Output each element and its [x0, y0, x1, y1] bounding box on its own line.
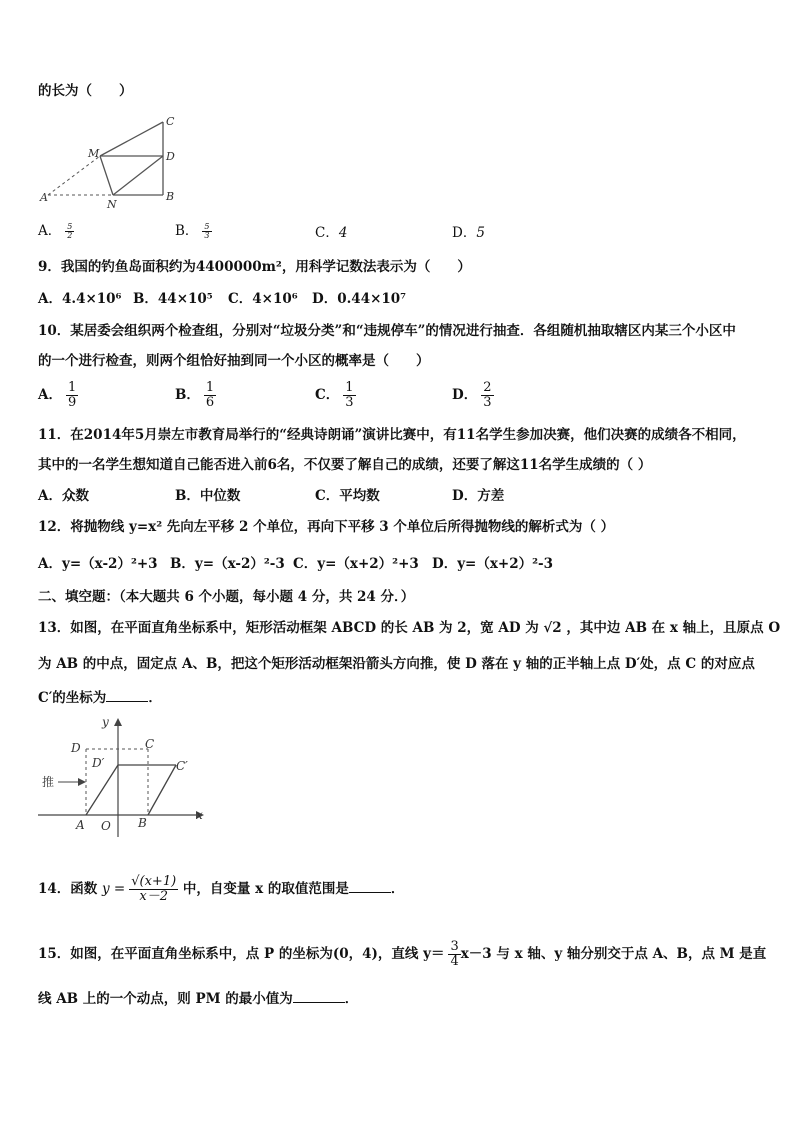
q11-line1: 11．在2014年5月崇左市教育局举行的“经典诗朗诵”演讲比赛中，有11名学生参加决赛，他们决赛的成绩各不相同， [38, 427, 746, 443]
q15-slope-fraction: $\frac{3}{4}$ [450, 939, 459, 969]
q13-label-y: y [102, 715, 109, 729]
q13-line2: 为 AB 的中点，固定点 A、B，把这个矩形活动框架沿箭头方向推，使 D 落在 y 轴的正半轴上点 D′处，点 C 的对应点 [38, 656, 755, 672]
q8-label-A: A [40, 191, 48, 204]
q10-option-a: A． $\frac{1}{9}$ [38, 380, 77, 410]
q10-line2: 的一个进行检查，则两个组恰好抽到同一个小区的概率是（ ） [38, 353, 430, 369]
q8-option-c: C．4 [315, 225, 348, 241]
q12-option-d: D．y=（x+2）²-3 [432, 556, 554, 572]
q8-label-N: N [107, 198, 117, 211]
q13-line1: 13．如图，在平面直角坐标系中，矩形活动框架 ABCD 的长 AB 为 2，宽 AD 为 √2 ，其中边 AB 在 x 轴上，且原点 O [38, 620, 781, 636]
q15-line2: 线 AB 上的一个动点，则 PM 的最小值为 ． [38, 991, 359, 1007]
q11-option-c: C．平均数 [315, 488, 380, 504]
q12-option-b: B．y=（x-2）²-3 [170, 556, 285, 572]
q15-answer-blank[interactable] [293, 989, 345, 1003]
q12-option-a: A．y=（x-2）²+3 [38, 556, 158, 572]
q9-option-b: B．44×10⁵ [133, 291, 213, 307]
q13-label-O: O [101, 819, 111, 833]
q11-option-b: B．中位数 [175, 488, 241, 504]
q13-line3: C′的坐标为 ． [38, 690, 162, 706]
q14-function-y: y = [102, 881, 126, 897]
q8-figure [38, 112, 188, 212]
q14-function-fraction: $\frac{√(x+1)}{x-2}$ [131, 874, 177, 904]
q9-option-d: D．0.44×10⁷ [312, 291, 407, 307]
q13-figure [38, 712, 218, 842]
q9-stem: 9．我国的钓鱼岛面积约为4400000m²，用科学记数法表示为（ ） [38, 259, 471, 275]
q14-stem: 14．函数 y = $\frac{√(x+1)}{x-2}$ 中，自变量 x 的取值范围是 ． [38, 874, 405, 904]
q8-option-b: B． $\frac{5}{3}$ [175, 222, 210, 240]
q13-label-C: C [145, 737, 155, 751]
q8-label-B: B [166, 190, 175, 203]
q10-line1: 10．某居委会组织两个检查组，分别对“垃圾分类”和“违规停车”的情况进行抽查．各组随机抽取辖区内某三个小区中 [38, 323, 736, 339]
q9-option-c: C．4×10⁶ [228, 291, 298, 307]
q8-label-C: C [166, 115, 175, 128]
q13-label-A: A [76, 818, 85, 832]
q12-stem: 12．将抛物线 y=x² 先向左平移 2 个单位，再向下平移 3 个单位后所得抛物线的解析式为（ ） [38, 519, 615, 535]
q8-label-D: D [166, 150, 175, 163]
q13-label-D: D [71, 741, 81, 755]
q11-option-d: D．方差 [452, 488, 505, 504]
q8-label-M: M [88, 147, 100, 160]
q13-label-push: 推 [42, 775, 55, 789]
q8-option-d: D．5 [452, 225, 485, 241]
q14-answer-blank[interactable] [349, 879, 391, 893]
q9-option-a: A．4.4×10⁶ [38, 291, 122, 307]
q10-option-c: C． $\frac{1}{3}$ [315, 380, 354, 410]
q11-option-a: A．众数 [38, 488, 89, 504]
q15-line1: 15．如图，在平面直角坐标系中，点 P 的坐标为(0，4)，直线 y＝ $\frac{3}{4}$ x－3 与 x 轴、y 轴分别交于点 A、B，点 M 是直 [38, 939, 767, 969]
q13-label-D-prime: D′ [92, 756, 105, 770]
q8-option-a: A． $\frac{5}{2}$ [38, 222, 73, 240]
q12-option-c: C．y=（x+2）²+3 [293, 556, 419, 572]
q13-answer-blank[interactable] [106, 688, 148, 702]
q10-option-d: D． $\frac{2}{3}$ [452, 380, 492, 410]
q13-label-B: B [138, 816, 147, 830]
q11-line2: 其中的一名学生想知道自己能否进入前6名，不仅要了解自己的成绩，还要了解这11名学生成绩的（ ） [38, 457, 652, 473]
section-fill-in-heading: 二、填空题：（本大题共 6 个小题，每小题 4 分，共 24 分．） [38, 589, 415, 605]
q13-label-x: x [196, 808, 203, 822]
q13-label-C-prime: C′ [176, 759, 188, 773]
q10-option-b: B． $\frac{1}{6}$ [175, 380, 215, 410]
q8-stem-tail: 的长为（ ） [38, 83, 133, 99]
